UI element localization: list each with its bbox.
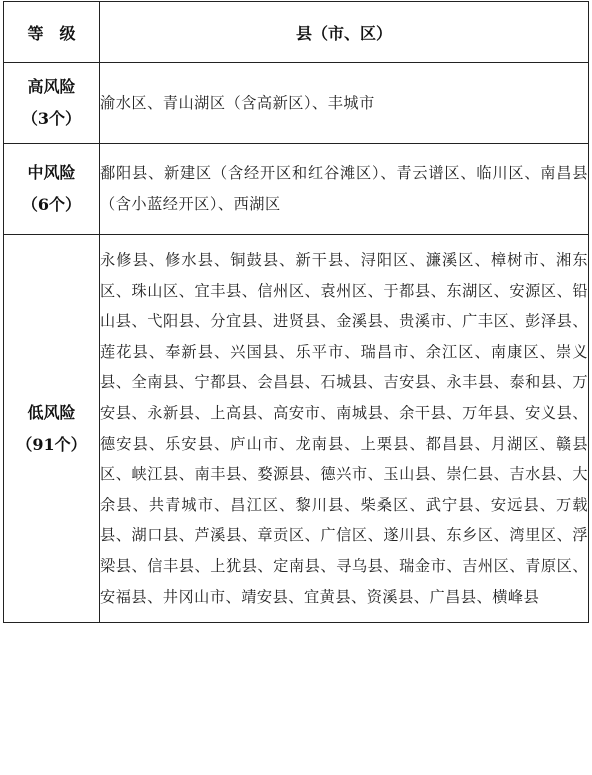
level-label: 中风险 [27,163,76,182]
table-row-low-risk [4,235,589,623]
level-count: （91个） [16,434,87,454]
table-row-high-risk [4,63,589,144]
level-cell-medium [4,144,100,235]
level-label: 高风险 [27,77,76,96]
table-row-medium-risk [4,144,589,235]
table-header-row [4,2,589,63]
level-count: （3个） [21,109,82,128]
level-label: 低风险 [27,402,76,422]
header-level: 等 级 [4,2,100,63]
header-areas: 县（市、区） [100,2,589,63]
level-cell-high [4,63,100,144]
areas-cell-medium: 鄱阳县、新建区（含经开区和红谷滩区）、青云谱区、临川区、南昌县（含小蓝经开区）、西湖区 [100,144,589,235]
level-count: （6个） [21,195,82,214]
risk-level-table [3,1,589,623]
level-cell-low [4,235,100,623]
areas-cell-high: 渝水区、青山湖区（含高新区）、丰城市 [100,63,589,144]
areas-cell-low: 永修县、修水县、铜鼓县、新干县、浔阳区、濂溪区、樟树市、湘东区、珠山区、宜丰县、信州区、袁州区、于都县、东湖区、安源区、铅山县、弋阳县、分宜县、进贤县、金溪县、贵溪市、广丰区、彭泽县、莲花县、奉新县、兴国县、乐平市、瑞昌市、余江区、南康区、崇义县、全南县、宁都县、会昌县、石城县、吉安县、永丰县、泰和县、万安县、永新县、上高县、高安市、南城县、余干县、万年县、安义县、德安县、乐安县、庐山市、龙南县、上栗县、都昌县、月湖区、赣县区、峡江县、南丰县、婺源县、德兴市、玉山县、崇仁县、吉水县、大余县、共青城市、昌江区、黎川县、柴桑区、武宁县、安远县、万载县、湖口县、芦溪县、章贡区、广信区、遂川县、东乡区、湾里区、浮梁县、信丰县、上犹县、定南县、寻乌县、瑞金市、吉州区、青原区、安福县、井冈山市、靖安县、宜黄县、资溪县、广昌县、横峰县 [100,235,589,623]
